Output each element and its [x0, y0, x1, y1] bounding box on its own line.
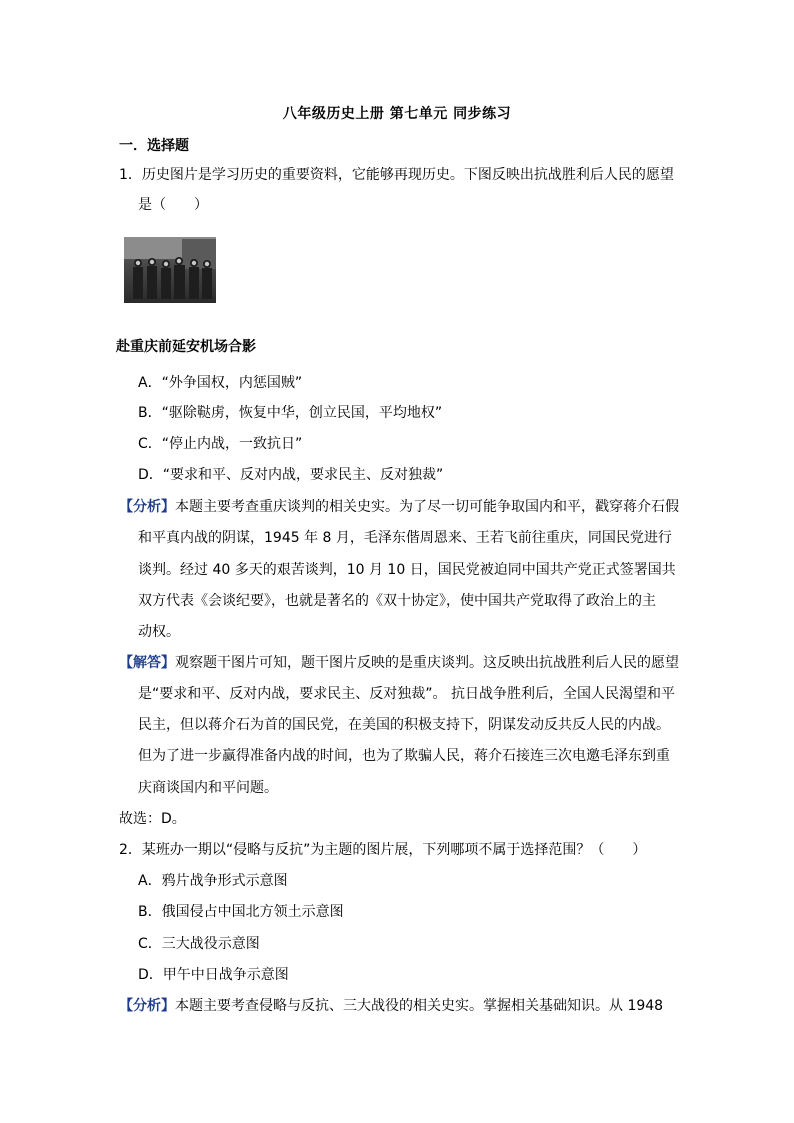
q1-choice: 故选：D。: [119, 811, 186, 827]
q1-historical-photo: [124, 237, 216, 303]
q1-answer-tag: 【解答】: [119, 655, 175, 671]
q1-analysis-line1: 【分析】本题主要考查重庆谈判的相关史实。为了尽一切可能争取国内和平，戳穿蒋介石假: [119, 499, 679, 515]
q1-option-b: B．“驱除鞑虏，恢复中华，创立民国，平均地权”: [138, 405, 443, 421]
q2-analysis-line1: 【分析】本题主要考查侵略与反抗、三大战役的相关史实。掌握相关基础知识。从 1948: [119, 998, 664, 1014]
q1-stem-line1: 1．历史图片是学习历史的重要资料，它能够再现历史。下图反映出抗战胜利后人民的愿望: [119, 167, 674, 183]
q1-answer-line5: 庆商谈国内和平问题。: [138, 780, 278, 796]
q1-analysis-line3: 谈判。经过 40 多天的艰苦谈判，10 月 10 日，国民党被迫同中国共产党正式签署国共: [138, 562, 676, 578]
q1-analysis-tag: 【分析】: [119, 499, 175, 515]
q1-answer-line2: 是“要求和平、反对内战，要求民主、反对独裁”。 抗日战争胜利后，全国人民渴望和平: [138, 686, 675, 702]
q1-answer-line1: 【解答】观察题干图片可知，题干图片反映的是重庆谈判。这反映出抗战胜利后人民的愿望: [119, 655, 679, 671]
q1-option-a: A．“外争国权，内惩国贼”: [138, 375, 303, 391]
q2-option-c: C．三大战役示意图: [138, 936, 260, 952]
q1-photo-caption: 赴重庆前延安机场合影: [116, 339, 256, 355]
q2-analysis-tag: 【分析】: [119, 998, 175, 1014]
section-heading: 一．选择题: [119, 138, 189, 154]
q2-option-a: A．鸦片战争形式示意图: [138, 873, 288, 889]
q1-answer-line4: 但为了进一步赢得准备内战的时间，也为了欺骗人民，蒋介石接连三次电邀毛泽东到重: [138, 748, 670, 764]
q2-option-b: B．俄国侵占中国北方领土示意图: [138, 904, 344, 920]
q1-analysis-line5: 动权。: [138, 624, 180, 640]
q1-analysis-line4: 双方代表《会谈纪要》，也就是著名的《双十协定》，使中国共产党取得了政治上的主: [138, 593, 656, 609]
q2-option-d: D．甲午中日战争示意图: [138, 967, 289, 983]
q1-answer-line3: 民主，但以蒋介石为首的国民党，在美国的积极支持下，阴谋发动反共反人民的内战。: [138, 717, 670, 733]
page-title: 八年级历史上册 第七单元 同步练习: [282, 106, 512, 122]
q2-stem: 2．某班办一期以“侵略与反抗”为主题的图片展，下列哪项不属于选择范围？（ ）: [119, 842, 647, 858]
q1-analysis-line2: 和平真内战的阴谋，1945 年 8 月，毛泽东偕周恩来、王若飞前往重庆，同国民党进行: [138, 530, 672, 546]
q1-stem-line2: 是（ ）: [138, 197, 208, 213]
q1-option-c: C．“停止内战，一致抗日”: [138, 436, 303, 452]
q1-option-d: D．“要求和平、反对内战，要求民主、反对独裁”: [138, 467, 444, 483]
